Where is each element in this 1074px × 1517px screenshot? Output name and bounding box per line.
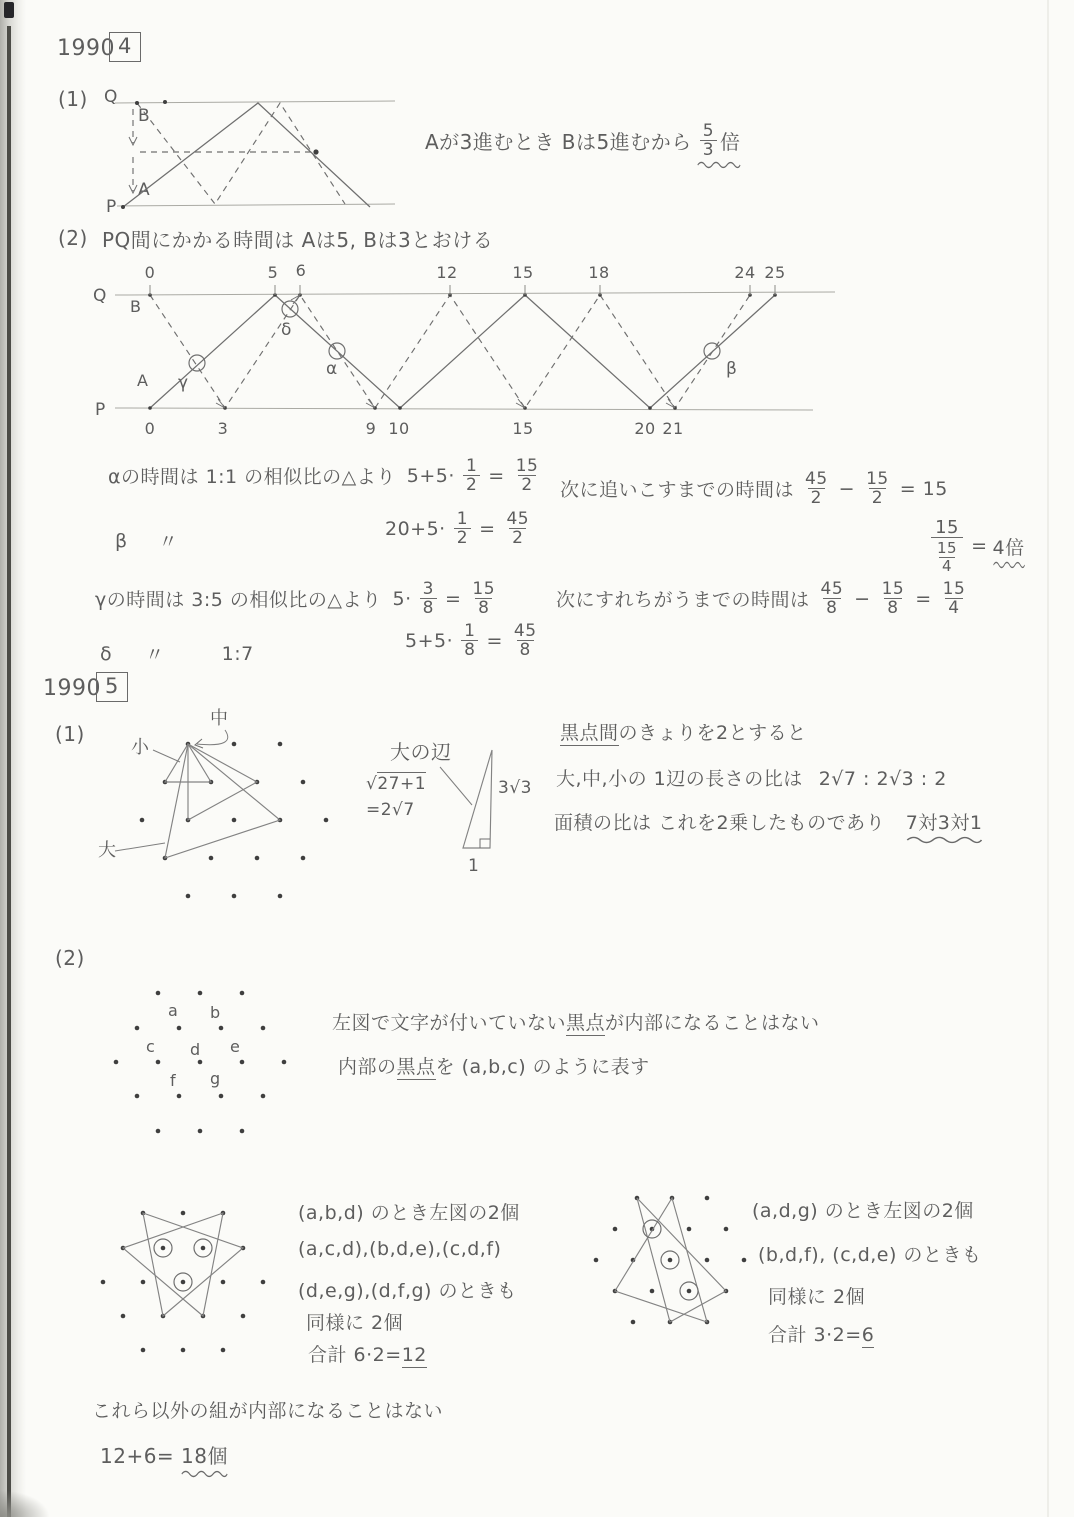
- problem4-year: 1990: [57, 36, 115, 61]
- fraction-5-3: [700, 122, 717, 160]
- middle-label: 中: [210, 708, 229, 729]
- train-a-zigzag-solid: [150, 295, 775, 408]
- scan-corner-mark: [4, 2, 14, 18]
- dot-lattice: [594, 1196, 747, 1325]
- right-case-total: [768, 1320, 874, 1347]
- calc-beta-symbol: [115, 527, 178, 554]
- fraction: $\frac{45}{2}$: [506, 509, 530, 549]
- a-label: A: [138, 180, 151, 200]
- fraction: $\frac{1}{2}$: [454, 510, 471, 548]
- mid-case-line1: (a,b,d) のとき左図の2個: [298, 1202, 520, 1224]
- equals: =: [444, 587, 462, 610]
- calc-alpha-line: [108, 457, 544, 495]
- t4-rest: が内部になることはない: [605, 1012, 820, 1034]
- q-line-dot: [163, 100, 167, 104]
- beta-intersection-circle: [704, 343, 720, 359]
- frac-den: 3: [700, 140, 717, 159]
- p4-part1-diagram: [95, 85, 415, 217]
- equals: =: [486, 629, 503, 652]
- t5-pre: 内部の: [338, 1056, 397, 1078]
- overtake-text: 次に追いこすまでの時間は: [560, 479, 795, 502]
- right-case-line1: (a,d,g) のとき左図の2個: [752, 1200, 974, 1222]
- fraction: $\frac{45}{8}$: [513, 621, 537, 661]
- train-b-path-dashed: [137, 103, 345, 204]
- beta-label: β: [726, 359, 738, 379]
- calc-alpha-text: αの時間は 1:1 の相似比の△より: [108, 466, 396, 489]
- wavy-underline: [993, 560, 1025, 569]
- mid-case-line3: (d,e,g),(d,f,g) のときも: [298, 1280, 517, 1302]
- pass-text: 次にすれちがうまでの時間は: [556, 589, 810, 612]
- scan-bottom-smudge: [0, 1490, 50, 1517]
- equals: =: [479, 517, 496, 540]
- dot-lattice: [140, 742, 329, 899]
- side-ratio: 2√7 : 2√3 : 2: [818, 768, 947, 790]
- final-result: 18個: [181, 1444, 228, 1468]
- t2-text: 大,中,小の 1辺の長さの比は: [556, 768, 803, 790]
- right-angle-mark: [480, 839, 490, 848]
- calc-delta-expr: [405, 622, 543, 660]
- svg-text:15: 15: [512, 419, 534, 438]
- equals: =: [971, 535, 988, 558]
- p4-part1-note: [425, 122, 741, 160]
- bottom-tick-labels: [145, 419, 684, 438]
- right-case-line2: (b,d,f), (c,d,e) のときも: [758, 1244, 982, 1266]
- calc-gamma-line: [95, 580, 501, 618]
- case-abd-diagram: [90, 1190, 305, 1365]
- b-path-arrowheads: [216, 295, 675, 408]
- fraction: $\frac{15}{8}$: [472, 579, 496, 619]
- svg-text:g: g: [210, 1069, 221, 1088]
- conclusion-line1: これら以外の組が内部になることはない: [92, 1400, 444, 1422]
- calc-beta-expr: [385, 510, 535, 548]
- svg-text:c: c: [146, 1037, 156, 1056]
- svg-text:0: 0: [144, 419, 156, 438]
- fraction: $\frac{15}{4}$: [937, 539, 958, 575]
- scan-left-edge-line: [7, 26, 11, 1517]
- mid-case-line2: (a,c,d),(b,d,e),(c,d,f): [298, 1238, 502, 1260]
- svg-text:25: 25: [764, 263, 786, 282]
- mid-case-total: [308, 1340, 427, 1367]
- triangle-1: [143, 1213, 243, 1316]
- delta-ratio: 1:7: [221, 642, 254, 665]
- minus: −: [838, 477, 856, 500]
- fraction: $\frac{15}{2}$: [866, 469, 889, 509]
- times-answer: [993, 533, 1025, 560]
- fraction: $\frac{3}{8}$: [420, 580, 437, 618]
- delta-label: δ: [281, 320, 292, 340]
- fraction: $\frac{45}{2}$: [805, 469, 828, 509]
- ditto-mark: 〃: [145, 644, 165, 666]
- p-track-line: [117, 204, 395, 206]
- svg-text:9: 9: [365, 419, 377, 438]
- wavy-underline: [906, 835, 983, 844]
- small-label: 小: [131, 737, 150, 758]
- large-label: 大: [98, 840, 117, 861]
- equals: =: [488, 464, 505, 487]
- calc-gamma-expr: 5·: [392, 587, 412, 610]
- svg-text:18: 18: [588, 263, 610, 282]
- total-result: 6: [861, 1324, 875, 1346]
- p5-part1-label: (1): [55, 722, 85, 746]
- svg-text:15: 15: [512, 263, 534, 282]
- wavy-underline: [697, 160, 741, 169]
- large-pointer: [115, 843, 165, 851]
- equals-result: = 15: [899, 477, 948, 500]
- right-case-line3: 同様に 2個: [768, 1286, 866, 1308]
- train-a-path-solid: [123, 103, 370, 207]
- conclusion-line2: [100, 1440, 228, 1469]
- long-side-sqrt: [366, 774, 426, 794]
- svg-text:6: 6: [295, 262, 307, 280]
- p5-part2-labeled-lattice: [100, 975, 310, 1155]
- svg-text:10: 10: [388, 419, 410, 438]
- t3-text: 面積の比は これを2乗したものであり: [554, 812, 886, 834]
- meeting-point-dot: [313, 149, 318, 154]
- area-ratio-answer: [906, 808, 983, 835]
- svg-text:a: a: [168, 1001, 179, 1020]
- middle-pointer-arrowhead: [195, 739, 203, 748]
- svg-text:21: 21: [662, 419, 684, 438]
- svg-text:24: 24: [734, 263, 756, 282]
- pass-time-line: [556, 580, 971, 618]
- minus: −: [854, 587, 871, 610]
- p4-part2-diagram: [85, 262, 1060, 442]
- dot-lattice: [101, 1211, 266, 1353]
- underlined-term: 黒点間: [560, 722, 619, 744]
- fraction: $\frac{1}{2}$: [463, 457, 480, 495]
- radical-sign: √: [366, 774, 378, 794]
- fraction: $\frac{15}{2}$: [515, 456, 539, 496]
- svg-text:20: 20: [634, 419, 656, 438]
- train-b-zigzag-dashed: [150, 295, 750, 408]
- long-side-title: 大の辺: [390, 740, 452, 764]
- problem5-number-box: [96, 672, 128, 702]
- q-track-line: [115, 292, 835, 295]
- pointer-line: [440, 767, 472, 805]
- note-suffix: 倍: [720, 130, 741, 155]
- total-result: 12: [401, 1344, 427, 1366]
- p-label: P: [106, 197, 117, 217]
- equals: =: [915, 587, 932, 610]
- frac-num: 5: [702, 121, 715, 141]
- alpha-label: α: [326, 359, 338, 379]
- p4-part2-statement: PQ間にかかる時間は Aは5, Bは3とおける: [102, 228, 494, 252]
- fraction: $\frac{15}{8}$: [881, 579, 905, 619]
- fraction: $\frac{45}{8}$: [820, 579, 844, 619]
- svg-text:3: 3: [217, 419, 229, 438]
- total-expr: 合計 3·2=: [768, 1324, 862, 1346]
- p5-t1: [560, 718, 807, 745]
- q-track-line: [115, 101, 395, 103]
- top-tick-labels: [145, 262, 786, 282]
- total-expr: 合計 6·2=: [308, 1344, 402, 1366]
- problem5-number: 5: [96, 672, 128, 702]
- calc-delta-symbol: [100, 640, 254, 667]
- final-answer: [181, 1440, 228, 1469]
- fraction: $\frac{1}{8}$: [461, 622, 478, 660]
- svg-text:5: 5: [267, 263, 279, 282]
- problem4-number: 4: [109, 32, 141, 62]
- times-result: 4倍: [992, 536, 1025, 559]
- radicand: 27+1: [377, 774, 427, 794]
- delta-symbol: δ: [100, 642, 113, 665]
- p4-part2-label: (2): [58, 226, 88, 250]
- p5-part2-label: (2): [55, 946, 85, 970]
- scan-right-fold-line: [1047, 0, 1049, 1517]
- svg-text:f: f: [170, 1071, 177, 1090]
- p-start-dot: [121, 205, 125, 209]
- t4-pre: 左図で文字が付いていない: [332, 1012, 567, 1034]
- ratio-times-line: [928, 518, 1025, 575]
- svg-text:e: e: [230, 1037, 241, 1056]
- svg-text:0: 0: [144, 263, 156, 282]
- wavy-underline: [181, 1469, 228, 1478]
- p5-t2: [556, 764, 947, 791]
- dot-lattice: [114, 991, 287, 1134]
- p-track-line: [115, 408, 813, 410]
- q-label: Q: [104, 87, 118, 107]
- delta-expr: 5+5·: [405, 629, 454, 652]
- triangle-2: [123, 1213, 223, 1316]
- scan-left-edge-shading: [0, 0, 26, 1517]
- long-side-result: =2√7: [366, 800, 415, 820]
- ditto-mark: 〃: [158, 531, 179, 553]
- calc-gamma-text: γの時間は 3:5 の相似比の△より: [95, 589, 382, 612]
- gamma-label: γ: [178, 373, 189, 393]
- t1-rest: のきょりを2とすると: [618, 722, 807, 744]
- t5-rest: を (a,b,c) のように表す: [435, 1056, 650, 1078]
- p5-t4: [332, 1008, 820, 1035]
- thin-right-triangle: [420, 735, 520, 875]
- beta-symbol: β: [115, 529, 128, 552]
- beta-expr: 20+5·: [385, 517, 446, 540]
- triangle-base-label: 1: [468, 856, 480, 876]
- svg-text:d: d: [190, 1040, 201, 1059]
- q-start-dot: [135, 101, 139, 105]
- a-label: A: [137, 371, 149, 390]
- area-ratio: 7対3対1: [905, 812, 983, 834]
- fraction: $\frac{15}{4}$: [942, 579, 966, 619]
- final-expr: 12+6=: [100, 1444, 182, 1468]
- svg-text:b: b: [210, 1003, 221, 1022]
- b-arrowhead: [129, 137, 137, 145]
- calc-alpha-expr: 5+5·: [406, 464, 455, 487]
- overtake-time-line: [560, 470, 948, 508]
- svg-text:12: 12: [436, 263, 458, 282]
- gamma-intersection-circle: [189, 355, 205, 371]
- b-label: B: [138, 106, 151, 126]
- problem4-number-box: [109, 32, 141, 62]
- p-label: P: [95, 400, 106, 420]
- a-arrowhead: [129, 185, 137, 193]
- small-pointer: [153, 750, 180, 762]
- interior-dot-letters: [146, 1001, 240, 1090]
- b-label: B: [130, 297, 142, 316]
- p5-t3: [554, 808, 982, 835]
- q-label: Q: [93, 286, 107, 306]
- p4-part1-label: (1): [58, 87, 88, 111]
- underlined-term: 黒点: [566, 1012, 606, 1034]
- note-text: Aが3進むとき Bは5進むから: [425, 130, 692, 155]
- note-answer: [697, 122, 741, 160]
- p5-t5: [338, 1052, 650, 1079]
- middle-pointer: [197, 730, 228, 745]
- mid-case-line4: 同様に 2個: [306, 1312, 404, 1334]
- nested-fraction: $\frac{15}{\frac{15}{4}}$: [931, 518, 963, 575]
- triangle-height-label: 3√3: [498, 778, 532, 798]
- underlined-term: 黒点: [396, 1056, 436, 1078]
- problem5-year: 1990: [43, 676, 101, 701]
